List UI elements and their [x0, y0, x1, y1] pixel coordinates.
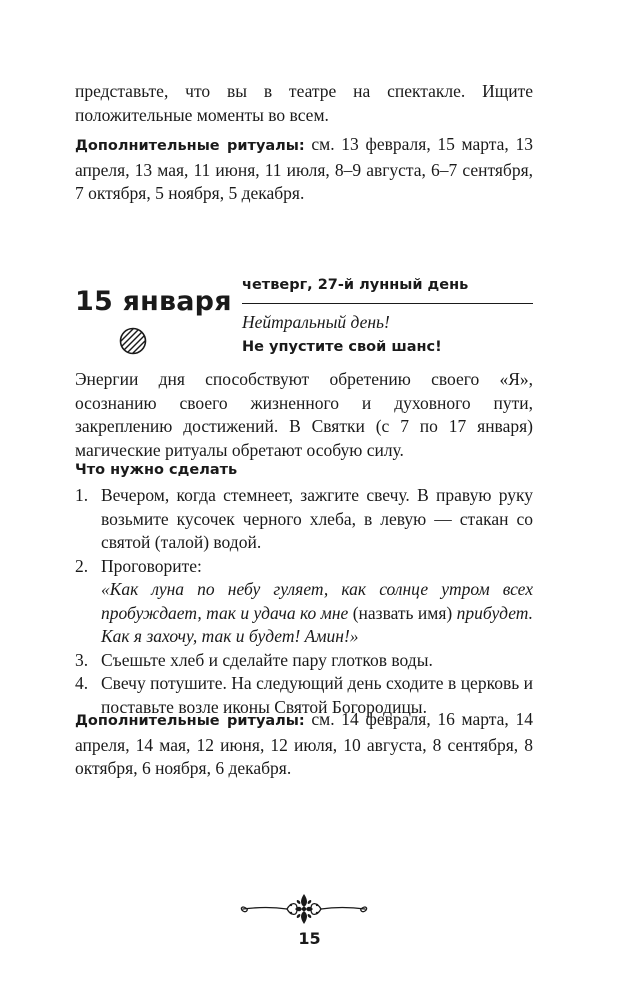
- todo-heading: Что нужно сделать: [75, 462, 238, 478]
- intro-additional-rituals: [75, 133, 533, 206]
- floral-ornament-icon: [239, 888, 369, 930]
- list-item-number: 1.: [75, 485, 89, 505]
- additional-rituals-dates: см. 14 февраля, 16 марта, 14 апреля, 14 мая, 12 июня, 12 июля, 10 августа, 8 сентября, 8 октября, 6 ноября, 6 декабря.: [75, 709, 533, 778]
- weekday-lunar-day: четверг, 27-й лунный день: [242, 277, 469, 293]
- list-item-number: 2.: [75, 555, 89, 576]
- day-type: Нейтральный день!: [242, 312, 390, 332]
- list-item-text: Проговорите:: [101, 555, 202, 576]
- intro-paragraph: представьте, что вы в театре на спектакле. Ищите положительные моменты во всем.: [75, 81, 533, 125]
- spell-name-placeholder: (назвать имя): [348, 602, 457, 623]
- list-item-number: 3.: [75, 649, 89, 670]
- list-item: [75, 484, 533, 555]
- additional-rituals-dates: см. 13 февраля, 15 марта, 13 апреля, 13 мая, 11 июня, 11 июля, 8–9 августа, 6–7 сентября, 7 октября, 5 ноября, 5 декабря.: [75, 134, 533, 203]
- day-motto: Не упустите свой шанс!: [242, 339, 442, 355]
- list-item-text: Вечером, когда стемнеет, зажгите свечу. В правую руку возьмите кусочек черного хлеба, в левую — стакан со святой (талой) водой.: [101, 485, 533, 552]
- todo-list: [75, 484, 533, 719]
- moon-phase-icon: [118, 326, 148, 356]
- additional-rituals-label: Дополнительные ритуалы:: [75, 138, 305, 154]
- list-item: [75, 555, 533, 649]
- spell-text-start: «Как луна по небу гуляет, как солнце утром всех пробуждает, так и удача ко мне: [101, 579, 533, 623]
- spell-text-end: прибудет. Как я захочу, так и будет! Амин!»: [101, 602, 533, 646]
- day-description: Энергии дня способствуют обретению своего «Я», осознанию своего жизненного и духовного пути, закреплению достижений. В Святки (с 7 по 17 января) магические ритуалы обретают особую силу.: [75, 369, 533, 460]
- page-number: 15: [298, 929, 321, 948]
- list-item: [75, 649, 533, 673]
- list-item-number: 4.: [75, 673, 89, 693]
- header-divider: [242, 303, 533, 304]
- additional-rituals-label: Дополнительные ритуалы:: [75, 713, 305, 729]
- list-item-text: Съешьте хлеб и сделайте пару глотков воды.: [101, 649, 433, 670]
- entry-additional-rituals: [75, 708, 533, 781]
- list-item-text: Свечу потушите. На следующий день сходите в церковь и поставьте возле иконы Святой Богородицы.: [101, 673, 533, 717]
- entry-date-title: 15 января: [75, 286, 232, 317]
